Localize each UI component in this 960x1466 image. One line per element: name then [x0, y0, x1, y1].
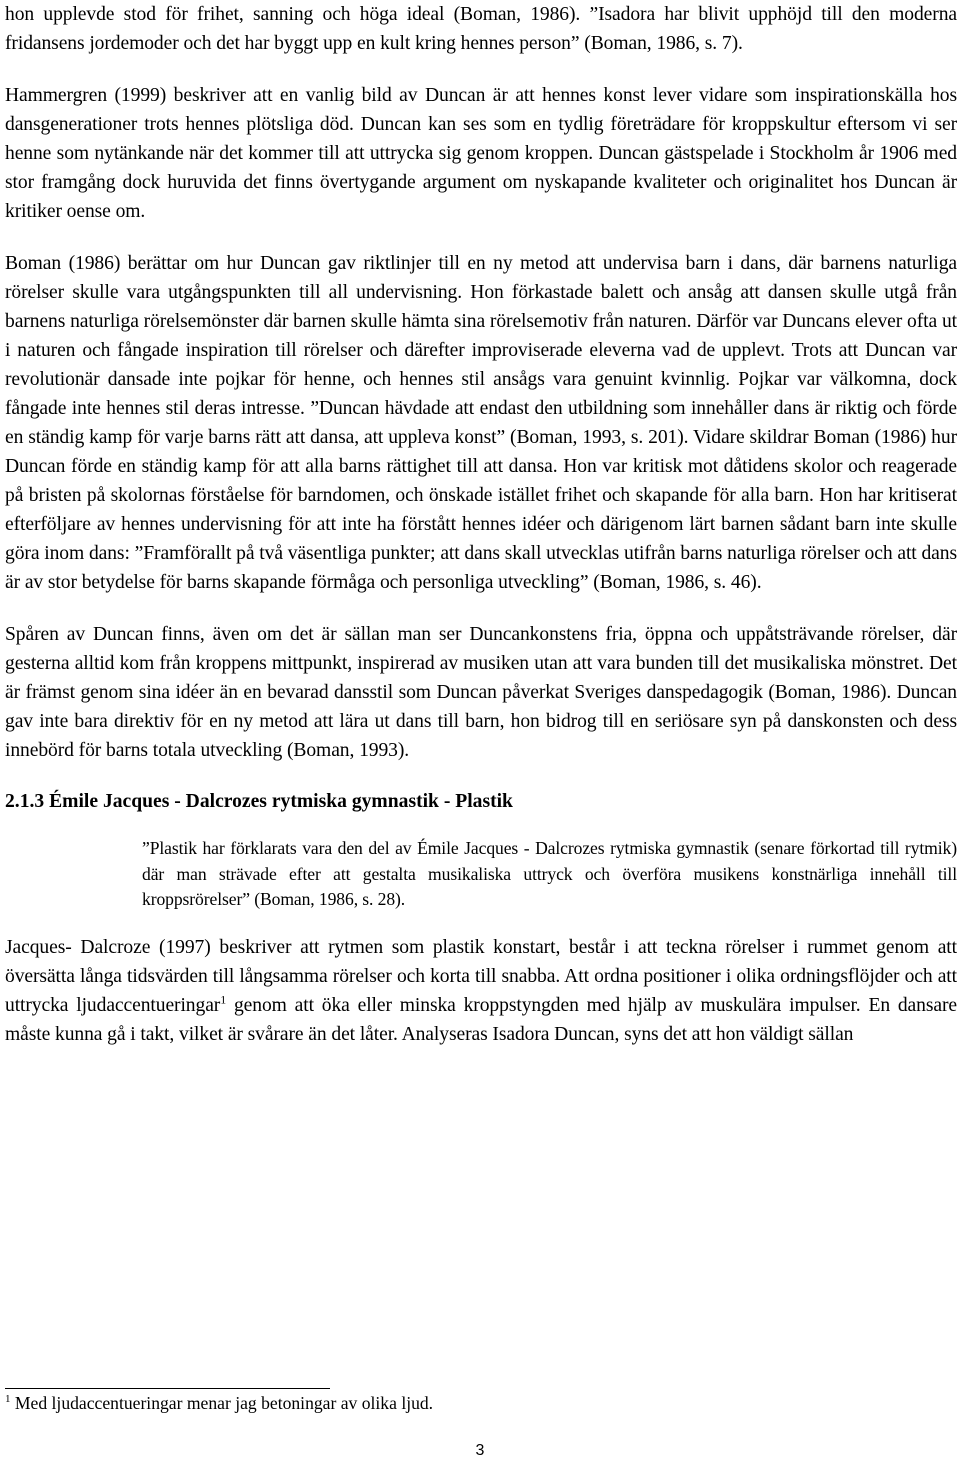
paragraph-text: genom att öka eller minska kroppstyngden med hjälp av muskulära impulser. En dansare måste kunna gå i takt, vilket är svårare än det låter. Analyseras Isadora Duncan, syns det att hon väldigt sällan — [5, 994, 957, 1045]
footnote-marker: 1 — [5, 1393, 11, 1406]
block-quote: ”Plastik har förklarats vara den del av Émile Jacques - Dalcrozes rytmiska gymnastik (senare förkortad till rytmik) där man strävade efter att gestalta musikaliska uttryck och överföra musikens konstnärliga innehåll till kroppsrörelser” (Boman, 1986, s. 28). — [142, 838, 957, 909]
page-number: 3 — [475, 1442, 485, 1459]
footnote-reference[interactable]: 1 — [220, 991, 227, 1006]
footnote — [5, 1390, 433, 1416]
body-paragraph: hon upplevde stod för frihet, sanning och höga ideal (Boman, 1986). ”Isadora har blivit upphöjd till den moderna fridansens jordemoder och det har byggt upp en kult kring hennes person” (Boman, 1986, s. 7). — [5, 4, 957, 54]
paragraph-text: Jacques- Dalcroze (1997) beskriver att rytmen som plastik konstart, består i att teckna rörelser i rummet genom att översätta långa tidsvärden till långsamma rörelser och korta till snabba. Att ordna positioner i olika ordningsflöjder och att uttrycka ljudaccentueringar — [5, 936, 957, 1016]
section-heading: 2.1.3 Émile Jacques - Dalcrozes rytmiska gymnastik - Plastik — [5, 791, 513, 812]
body-paragraph: Hammergren (1999) beskriver att en vanlig bild av Duncan är att hennes konst lever vidare som inspirationskälla hos dansgenerationer trots hennes plötsliga död. Duncan kan ses som en tydlig företrädare för kroppskultur eftersom vi ser henne som nytänkande när det kommer till att uttrycka sig genom kroppen. Duncan gästspelade i Stockholm år 1906 med stor framgång dock huruvida det finns övertygande argument om nyskapande kvaliteter och originalitet hos Duncan är kritiker oense om. — [5, 85, 957, 222]
footnote-text: Med ljudaccentueringar menar jag betoningar av olika ljud. — [10, 1393, 434, 1413]
body-paragraph: Boman (1986) berättar om hur Duncan gav riktlinjer till en ny metod att undervisa barn i dans, där barnens naturliga rörelser skulle vara utgångspunkten till all undervisning. Hon förkastade balett och ansåg att dansen skulle utgå från barnens naturliga rörelsemönster där barnen skulle hämta sina rörelsemotiv från naturen. Därför var Duncans elever ofta ut i naturen och fångade inspiration till rörelser och därefter improviserade eleverna vad de upplevt. Trots att Duncan var revolutionär dansade inte pojkar för henne, och hennes stil ansågs vara genuint kvinnlig. Pojkar var välkomna, dock fångade inte hennes stil deras intresse. ”Duncan hävdade att endast den utbildning som innehåller dans är riktig och förde en ständig kamp för varje barns rätt att dansa, att uppleva konst” (Boman, 1993, s. 201). Vidare skildrar Boman (1986) hur Duncan förde en ständig kamp för att alla barns rättighet till att dansa. Hon var kritisk mot dåtidens skolor och reagerade på bristen på skolornas förståelse för barndomen, och önskade istället frihet och skapande för alla barn. Hon har kritiserat efterföljare av hennes undervisning för att inte ha förstått hennes idéer och därigenom lärt barnen sådant barn inte skulle göra inom dans: ”Framförallt på två väsentliga punkter; att dans skall utvecklas utifrån barns naturliga rörelser och att dans är av stor betydelse för barns skapande förmåga och personliga utveckling” (Boman, 1986, s. 46). — [5, 253, 957, 593]
document-page — [5, 0, 957, 1049]
body-paragraph: Spåren av Duncan finns, även om det är sällan man ser Duncankonstens fria, öppna och uppåtsträvande rörelser, där gesterna alltid kom från kroppens mittpunkt, inspirerad av musiken utan att vara bunden till det musikaliska mönstret. Det är främst genom sina idéer än en bevarad dansstil som Duncan påverkat Sveriges danspedagogik (Boman, 1986). Duncan gav inte bara direktiv för en ny metod att lära ut dans till barn, hon bidrog till en seriösare syn på danskonsten och dess innebörd för barns totala utveckling (Boman, 1993). — [5, 624, 957, 761]
body-paragraph — [5, 933, 957, 1049]
footnote-separator — [5, 1388, 330, 1389]
